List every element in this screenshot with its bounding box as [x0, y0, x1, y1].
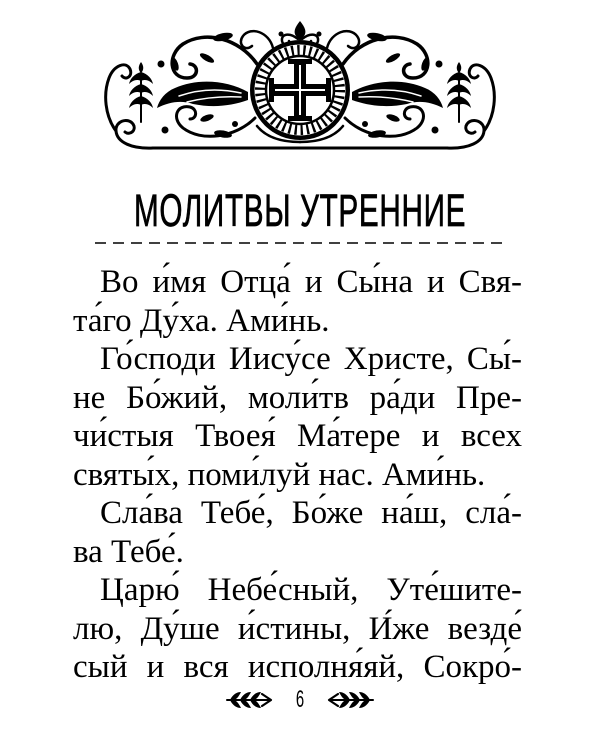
- text-line: святы́х, поми́луй нас. Ами́нь.: [73, 456, 486, 493]
- dashed-rule: [95, 240, 505, 246]
- text-line: ва Тебе́.: [73, 533, 184, 570]
- text-line: Царю́ Небе́сный, Уте́шите-: [100, 572, 522, 608]
- prayer-text: [73, 263, 522, 687]
- medallion: [250, 40, 350, 140]
- page-title: МОЛИТВЫ УТРЕННИЕ: [133, 185, 467, 236]
- prayer-paragraph: [73, 263, 522, 340]
- prayer-paragraph: [73, 571, 522, 687]
- page-number: 6: [295, 686, 305, 713]
- text-line: лю, Ду́ше и́стины, И́же везде́: [73, 610, 522, 647]
- text-line: не Бо́жий, моли́тв ра́ди Пре-: [73, 379, 522, 416]
- text-line: Го́споди Иису́се Христе, Сы́-: [100, 341, 522, 377]
- text-line: Сла́ва Тебе́, Бо́же на́ш, сла́-: [100, 495, 522, 531]
- text-line: Во и́мя Отца́ и Сы́на и Свя-: [100, 264, 522, 300]
- prayer-paragraph: [73, 494, 522, 571]
- leaf-sprig-right-icon: [326, 689, 376, 711]
- text-line: сый и вся исполня́яй, Сокро́-: [73, 649, 522, 685]
- text-line: та́го Ду́ха. Ами́нь.: [73, 302, 330, 339]
- header-ornament: [95, 18, 505, 153]
- prayer-paragraph: [73, 340, 522, 494]
- text-line: чи́стыя Твоея́ Ма́тере и всех: [73, 418, 522, 454]
